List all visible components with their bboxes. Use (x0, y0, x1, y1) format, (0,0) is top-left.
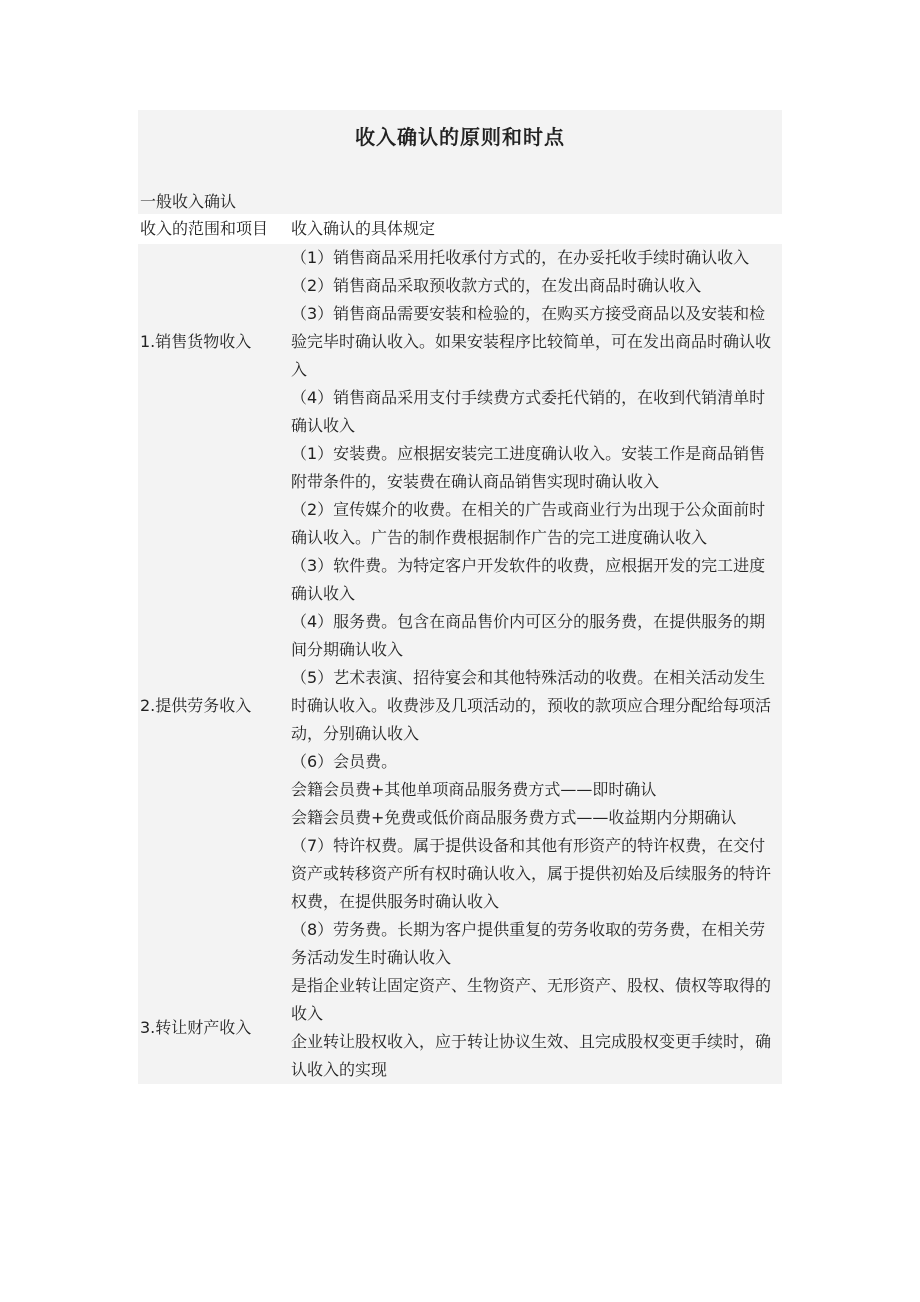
row-item-label: 3.转让财产收入 (140, 1018, 252, 1037)
table-header (138, 214, 782, 244)
row-rules (291, 244, 782, 440)
rule-text: （4）销售商品采用支付手续费方式委托代销的，在收到代销清单时确认收入 (291, 388, 766, 435)
title-band (138, 110, 782, 214)
row-item-label: 2.提供劳务收入 (140, 696, 252, 715)
rule-text: （3）软件费。为特定客户开发软件的收费，应根据开发的完工进度确认收入 (291, 556, 766, 603)
table-row (138, 972, 782, 1084)
rule-text: （2）销售商品采取预收款方式的，在发出商品时确认收入 (291, 276, 702, 295)
rule-text: 是指企业转让固定资产、生物资产、无形资产、股权、债权等取得的收入 (291, 976, 772, 1023)
row-rules (291, 440, 782, 972)
section-label: 一般收入确认 (140, 192, 237, 211)
row-rules (291, 972, 782, 1084)
rule-text: （7）特许权费。属于提供设备和其他有形资产的特许权费，在交付资产或转移资产所有权时确认收入，属于提供初始及后续服务的特许权费，在提供服务时确认收入 (291, 836, 772, 911)
header-item-column: 收入的范围和项目 (140, 219, 269, 238)
rule-text: （2）宣传媒介的收费。在相关的广告或商业行为出现于公众面前时确认收入。广告的制作费根据制作广告的完工进度确认收入 (291, 500, 766, 547)
table-row (138, 244, 782, 440)
rule-text: 企业转让股权收入，应于转让协议生效、且完成股权变更手续时，确认收入的实现 (291, 1032, 772, 1079)
rule-text: （3）销售商品需要安装和检验的，在购买方接受商品以及安装和检验完毕时确认收入。如果安装程序比较简单，可在发出商品时确认收入 (291, 304, 772, 379)
rule-text: （8）劳务费。长期为客户提供重复的劳务收取的劳务费，在相关劳务活动发生时确认收入 (291, 920, 766, 967)
rule-text: （1）销售商品采用托收承付方式的，在办妥托收手续时确认收入 (291, 248, 750, 267)
rule-text: （5）艺术表演、招待宴会和其他特殊活动的收费。在相关活动发生时确认收入。收费涉及几项活动的，预收的款项应合理分配给每项活动，分别确认收入 (291, 668, 772, 743)
rule-text: （1）安装费。应根据安装完工进度确认收入。安装工作是商品销售附带条件的，安装费在确认商品销售实现时确认收入 (291, 444, 766, 491)
rule-text: （6）会员费。 (291, 752, 398, 771)
row-item-label: 1.销售货物收入 (140, 332, 252, 351)
rule-text: 会籍会员费+免费或低价商品服务费方式——收益期内分期确认 (291, 808, 737, 827)
rule-text: （4）服务费。包含在商品售价内可区分的服务费，在提供服务的期间分期确认收入 (291, 612, 766, 659)
header-rules-column: 收入确认的具体规定 (291, 219, 436, 238)
table-row (138, 440, 782, 972)
rule-text: 会籍会员费+其他单项商品服务费方式——即时确认 (291, 780, 657, 799)
document (138, 110, 782, 1084)
page-title: 收入确认的原则和时点 (355, 125, 565, 149)
rules-table (138, 214, 782, 1084)
